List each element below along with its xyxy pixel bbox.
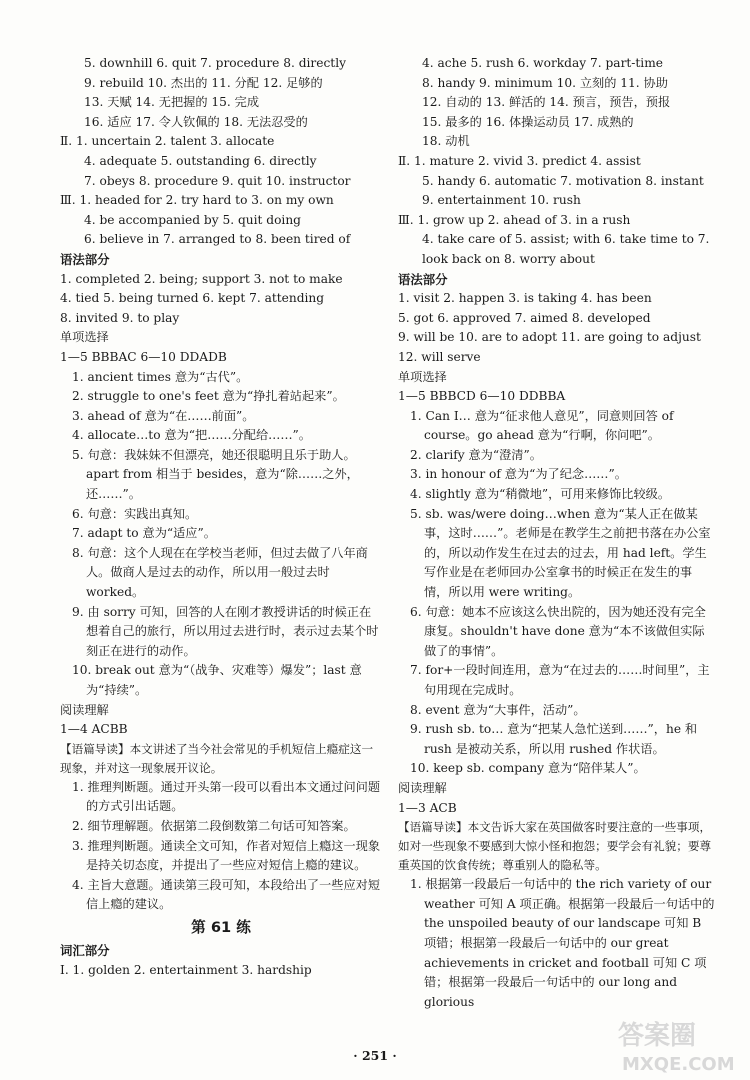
answer-line: 9. rebuild 10. 杰出的 11. 分配 12. 足够的 bbox=[84, 75, 323, 90]
answer-explanation: 7. adapt to 意为“适应”。 bbox=[72, 526, 216, 541]
answer-line: 单项选择 bbox=[398, 369, 447, 384]
answer-line: 4. be accompanied by 5. quit doing bbox=[84, 212, 301, 227]
answer-explanation: 6. 句意：实践出真知。 bbox=[72, 506, 198, 521]
answer-line: 12. will serve bbox=[398, 349, 481, 364]
answer-line: 5. handy 6. automatic 7. motivation 8. instant bbox=[422, 173, 704, 188]
watermark-line2: MXQE.COM bbox=[622, 1054, 735, 1075]
answer-line: Ⅰ. 1. golden 2. entertainment 3. hardship bbox=[60, 962, 312, 977]
answer-line: 9. entertainment 10. rush bbox=[422, 193, 581, 208]
left-column bbox=[60, 54, 382, 980]
answer-explanation: 【语篇导读】本文讲述了当今社会常见的手机短信上瘾症这一现象，并对这一现象展开议论。 bbox=[60, 741, 374, 775]
page-number: · 251 · bbox=[353, 1048, 397, 1063]
answer-explanation: 9. rush sb. to… 意为“把某人急忙送到……”，he 和 rush 是被动关系，所以用 rushed 作状语。 bbox=[410, 722, 698, 756]
answer-explanation: 5. 句意：我妹妹不但漂亮，她还很聪明且乐于助人。apart from 相当于 besides，意为“除……之外，还……”。 bbox=[72, 447, 359, 502]
answer-line: 1. completed 2. being; support 3. not to make bbox=[60, 271, 343, 286]
right-column bbox=[398, 54, 716, 1012]
answer-explanation: 8. 句意：这个人现在在学校当老师，但过去做了八年商人。做商人是过去的动作，所以用一般过去时 worked。 bbox=[72, 545, 368, 600]
answer-line: 12. 自动的 13. 鲜活的 14. 预言，预告，预报 bbox=[422, 95, 671, 110]
answer-explanation: 3. 推理判断题。通读全文可知，作者对短信上瘾这一现象是持关切态度，并提出了一些应对短信上瘾的建议。 bbox=[72, 838, 381, 873]
answer-line: Ⅲ. 1. headed for 2. try hard to 3. on my own bbox=[60, 193, 334, 208]
answer-line: 4. take care of 5. assist; with 6. take time to 7. bbox=[422, 232, 710, 247]
answer-line: 语法部分 bbox=[60, 251, 110, 267]
answer-line: 阅读理解 bbox=[398, 780, 447, 795]
answer-line: 8. invited 9. to play bbox=[60, 310, 180, 325]
answer-explanation: 2. clarify 意为“澄清”。 bbox=[410, 447, 542, 462]
answer-explanation: 4. 主旨大意题。通读第三段可知，本段给出了一些应对短信上瘾的建议。 bbox=[72, 877, 381, 912]
answer-explanation: 1. 推理判断题。通过开头第一段可以看出本文通过问问题的方式引出话题。 bbox=[72, 779, 381, 814]
answer-line: 5. got 6. approved 7. aimed 8. developed bbox=[398, 310, 651, 325]
watermark-line1: 答案圈 bbox=[618, 1021, 697, 1051]
answer-line: 5. downhill 6. quit 7. procedure 8. directly bbox=[84, 56, 346, 70]
answer-line: 6. believe in 7. arranged to 8. been tired of bbox=[84, 232, 351, 247]
answer-line: 第 61 练 bbox=[191, 918, 251, 936]
answer-explanation: 5. sb. was/were doing…when 意为“某人正在做某事，这时……”。老师是在教学生之前把书落在办公室的，所以动作发生在过去的过去，用 had left。学生写作业是在老师回办公室拿书的时候正在发生的事情，所以用 were writing。 bbox=[410, 506, 711, 600]
answer-explanation: 4. slightly 意为“稍微地”，可用来修饰比较级。 bbox=[410, 487, 671, 502]
answer-line: 4. ache 5. rush 6. workday 7. part-time bbox=[422, 56, 663, 70]
answer-explanation: 2. struggle to one's feet 意为“挣扎着站起来”。 bbox=[72, 389, 345, 404]
answer-line: 8. handy 9. minimum 10. 立刻的 11. 协助 bbox=[422, 75, 668, 90]
answer-explanation: 10. keep sb. company 意为“陪伴某人”。 bbox=[410, 761, 646, 776]
answer-line: 18. 动机 bbox=[422, 134, 470, 149]
answer-line: 1. visit 2. happen 3. is taking 4. has been bbox=[398, 291, 652, 306]
answer-explanation: 3. in honour of 意为“为了纪念……”。 bbox=[410, 467, 627, 482]
answer-explanation: 8. event 意为“大事件，活动”。 bbox=[410, 702, 586, 717]
answer-explanation: 4. allocate…to 意为“把……分配给……”。 bbox=[72, 428, 311, 443]
answer-explanation: 9. 由 sorry 可知，回答的人在刚才教授讲话的时候正在想着自己的旅行，所以用过去进行时，表示过去某个时刻正在进行的动作。 bbox=[72, 604, 379, 658]
answer-line: 1—3 ACB bbox=[398, 800, 457, 815]
answer-line: 1—5 BBBAC 6—10 DDADB bbox=[60, 349, 227, 364]
answer-line: 1—5 BBBCD 6—10 DDBBA bbox=[398, 389, 566, 404]
answer-explanation: 6. 句意：她本不应该这么快出院的，因为她还没有完全康复。shouldn't have done 意为“本不该做但实际做了的事情”。 bbox=[410, 604, 706, 658]
answer-line: Ⅱ. 1. uncertain 2. talent 3. allocate bbox=[60, 134, 275, 149]
answer-line: 15. 最多的 16. 体操运动员 17. 成熟的 bbox=[422, 114, 634, 129]
answer-explanation: 7. for+一段时间连用，意为“在过去的……时间里”，主句用现在完成时。 bbox=[410, 663, 710, 697]
answer-line: Ⅱ. 1. mature 2. vivid 3. predict 4. assist bbox=[398, 153, 641, 168]
answer-line: Ⅲ. 1. grow up 2. ahead of 3. in a rush bbox=[398, 212, 631, 227]
answer-explanation: 1. ancient times 意为“古代”。 bbox=[72, 369, 249, 384]
answer-explanation: 1. 根据第一段最后一句话中的 the rich variety of our weather 可知 A 项正确。根据第一段最后一句话中的 the unspoiled beauty of our landscape 可知 B 项错；根据第一段最后一句话中的 our great achievements in cricket and football 可知 C 项错；根据第一段最后一句话中的 our long and glorious bbox=[410, 877, 715, 1009]
answer-explanation: 10. break out 意为“（战争、灾难等）爆发”；last 意为“持续”。 bbox=[72, 663, 362, 697]
answer-line: look back on 8. worry about bbox=[422, 251, 595, 266]
answer-line: 4. adequate 5. outstanding 6. directly bbox=[84, 153, 317, 168]
answer-explanation: 1. Can I… 意为“征求他人意见”，同意则回答 of course。go ahead 意为“行啊，你问吧”。 bbox=[410, 408, 674, 443]
answer-line: 9. will be 10. are to adopt 11. are going to adjust bbox=[398, 330, 701, 345]
answer-line: 7. obeys 8. procedure 9. quit 10. instructor bbox=[84, 173, 351, 188]
answer-explanation: 2. 细节理解题。依据第二段倒数第二句话可知答案。 bbox=[72, 818, 356, 833]
answer-line: 词汇部分 bbox=[60, 942, 110, 958]
answer-line: 13. 天赋 14. 无把握的 15. 完成 bbox=[84, 95, 260, 110]
answer-line: 1—4 ACBB bbox=[60, 722, 128, 737]
answer-line: 4. tied 5. being turned 6. kept 7. attending bbox=[60, 291, 325, 306]
answer-explanation: 【语篇导读】本文告诉大家在英国做客时要注意的一些事项，如对一些现象不要感到大惊小怪和抱怨；要学会有礼貌；要尊重英国的饮食传统；尊重别人的隐私等。 bbox=[398, 820, 712, 873]
answer-explanation: 3. ahead of 意为“在……前面”。 bbox=[72, 408, 255, 423]
answer-line: 单项选择 bbox=[60, 330, 109, 345]
watermark-logo bbox=[608, 1014, 736, 1076]
answer-line: 语法部分 bbox=[398, 271, 448, 287]
answer-line: 阅读理解 bbox=[60, 702, 109, 717]
answer-line: 16. 适应 17. 令人钦佩的 18. 无法忍受的 bbox=[84, 114, 308, 129]
